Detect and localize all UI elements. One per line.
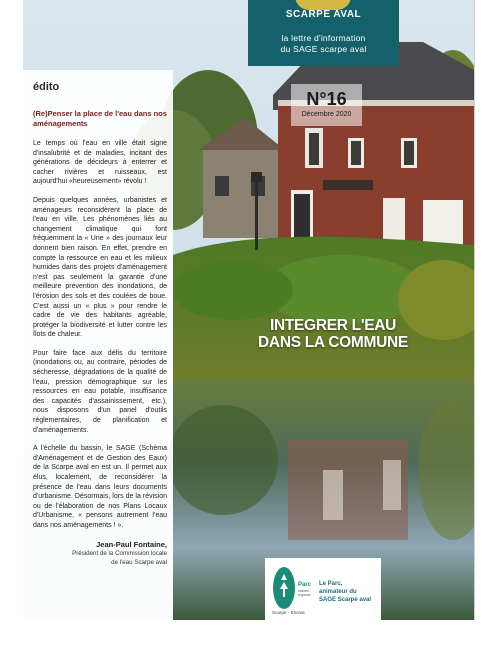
svg-text:naturel: naturel	[298, 589, 309, 593]
masthead-line-1: la lettre d'information	[281, 33, 366, 43]
edito-paragraph-3: Pour faire face aux défis du territoire (inondations ou, au contraire, périodes de sécheresse, dégradations de la qualité de l'eau, pression démographique sur les ressources en eau potable, insuffisance des capacités d'assainissement, etc.), nous disposons d'un panel d'outils réglementaires, de planification et d'aménagements.	[33, 349, 167, 434]
edito-paragraph-1: Le temps où l'eau en ville était signe d'insalubrité et de maladies, incitant des générations de décideurs à enterrer et cacher rivières et ruisseaux, est aujourd'hui «heureusement» révolu !	[33, 140, 167, 186]
edito-subtitle: (Re)Penser la place de l'eau dans nos aménagements	[33, 109, 167, 128]
headline-line-2: DANS LA COMMUNE	[258, 334, 408, 351]
masthead-brand: SCARPE AVAL	[285, 9, 362, 20]
issue-box	[291, 84, 362, 126]
edito-heading: édito	[33, 81, 60, 93]
signature-role-line-2: de l'eau Scarpe aval	[111, 558, 167, 566]
svg-text:Scarpe - Escaut: Scarpe - Escaut	[272, 610, 305, 615]
svg-text:Parc: Parc	[298, 582, 312, 588]
parc-naturel-logo-icon	[271, 564, 315, 616]
partner-box	[265, 558, 381, 620]
partner-text-line-2: animateur du	[319, 588, 357, 595]
cover-headline	[223, 317, 443, 351]
svg-text:régional: régional	[298, 593, 311, 597]
partner-caption	[319, 581, 381, 604]
newsletter-cover	[23, 0, 475, 620]
edito-paragraph-4: A l'échelle du bassin, le SAGE (Schéma d'Aménagement et de Gestion des Eaux) de la Scarpe aval en est un. Il permet aux élus, localement, de reconsidérer la présence de l'eau dans leurs documents d'urbanisme. Désormais, lors de la révision ou de l'élaboration de nos Plans Locaux d'Urbanisme, « pensons autrement l'eau dans nos aménagements ! ».	[33, 445, 167, 529]
partner-text-line-1: Le Parc,	[319, 581, 343, 587]
signature-name: Jean-Paul Fontaine,	[96, 539, 167, 549]
masthead-line-2: du SAGE scarpe aval	[280, 44, 367, 54]
issue-date: Décembre 2020	[301, 111, 352, 118]
edito-panel	[23, 70, 173, 620]
partner-text-line-3: SAGE Scarpe aval	[319, 596, 372, 603]
headline-line-1: INTEGRER L'EAU	[269, 317, 397, 334]
edito-signature	[33, 540, 167, 567]
signature-role-line-1: Président de la Commission locale	[72, 549, 167, 557]
edito-paragraph-2: Depuis quelques années, urbanistes et aménageurs reconsidèrent la place de l'eau en ville. Les phénomènes liés au changement climatique qui font fréquemment la « Une » des journaux leur donnent bien raison. En effet, prendre en compte la ressource en eau et les milieux humides dans des projets d'aménagement n'est pas seulement la garantie d'une meilleure prévention des inondations, de l'érosion des sols et des coulées de boue. C'est aussi un « plus » pour rendre le cadre de vie des habitants agréable, protéger la biodiversité et lutter contre les îlots de chaleur.	[33, 196, 167, 339]
issue-number: N°16	[306, 89, 347, 109]
masthead	[248, 0, 399, 66]
